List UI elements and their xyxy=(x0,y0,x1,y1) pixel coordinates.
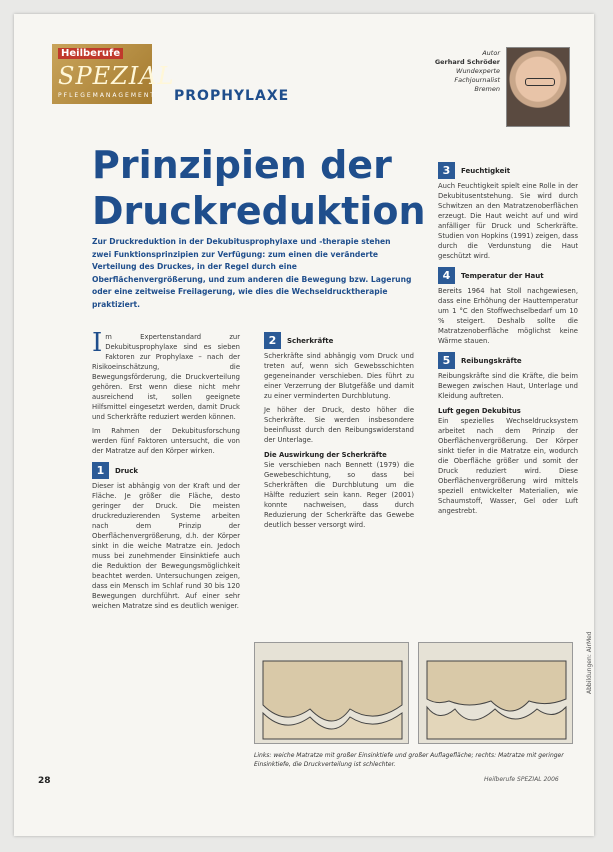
section-text-3: Auch Feuchtigkeit spielt eine Rolle in der Dekubitusentstehung. Sie wird durch Schwitzen an den Matratzenoberflächen erzeugt. Die Haut weicht auf und wird anfälliger für Druck und Scherkräfte. Studien von Hopkins (1991) zeigen, dass durch die Verdunstung die Haut geschützt wird. xyxy=(438,182,578,260)
section-heading-2 xyxy=(264,332,414,349)
section-text-1: Dieser ist abhängig von der Kraft und der Fläche. Je größer die Fläche, desto geringer der Druck. Die meisten druckreduzierenden Systeme arbeiten nach dem Prinzip der Oberflächenvergrößerung, d.h. der Körper sinkt in die weiche Matratze ein. Jedoch muss bei zunehmender Einsinktiefe auch die Reduktion der Bewegungsmöglichkeit beachtet werden. Untersuchungen zeigen, dass ein Mensch im Schlaf rund 30 bis 120 Bewegungen durchführt. Auf einer sehr weichen Matratze sind es deutlich weniger. xyxy=(92,482,240,610)
section-text-2: Scherkräfte sind abhängig vom Druck und treten auf, wenn sich Gewebsschichten gegeneinander verschieben. Dies führt zu einer Verzerrung der Blutgefäße und damit zu einer verminderten Durchblutung. xyxy=(264,352,414,400)
section-title-5: Reibungskräfte xyxy=(461,356,522,365)
section-number-1: 1 xyxy=(92,462,109,479)
journal-footer: Heilberufe SPEZIAL 2006 xyxy=(484,776,559,783)
lead-paragraph xyxy=(92,328,240,422)
section-number-3: 3 xyxy=(438,162,455,179)
column-3 xyxy=(438,162,578,520)
article-intro: Zur Druckreduktion in der Dekubitusprophylaxe und -therapie stehen zwei Funktionsprinzipien zur Verfügung: zum einen die veränderte Verteilung des Druckes, in der Regel durch eine Oberflächenvergrößerung, und zum anderen die Bewegung bzw. Lagerung oder eine zeitweise Freilagerung, wie dies die Wechseldrucktherapie praktiziert. xyxy=(92,237,412,309)
author-photo xyxy=(506,47,570,127)
section-heading-5 xyxy=(438,352,578,369)
logo-top-text: Heilberufe xyxy=(58,48,123,59)
author-box xyxy=(422,47,570,129)
lead-text: m Expertenstandard zur Dekubitusprophylaxe sind es sieben Faktoren zur Prophylaxe – nach der Risikoeinschätzung, die Bewegungsförderung, die Druckverteilung gehören. Erst wenn diese nicht mehr ausreichend ist, sollen geeignete Hilfsmittel eingesetzt werden, damit Druck und Scherkräfte reduziert werden können. xyxy=(92,333,240,421)
page-number: 28 xyxy=(38,776,51,786)
article-title: Prinzipien der Druckreduktion xyxy=(92,143,426,233)
soft-mattress-illustration xyxy=(255,643,410,745)
author-line-1: Wundexperte xyxy=(456,67,500,75)
section-title-3: Feuchtigkeit xyxy=(461,166,511,175)
column-1 xyxy=(92,328,240,615)
dropcap: I xyxy=(92,328,103,358)
journal-logo xyxy=(52,44,175,104)
section-text-5: Reibungskräfte sind die Kräfte, die beim Bewegen zwischen Haut, Unterlage und Kleidung auftreten. xyxy=(438,372,578,400)
author-info xyxy=(422,49,500,94)
section-label: PROPHYLAXE xyxy=(174,88,290,104)
section-text-4: Bereits 1964 hat Stoll nachgewiesen, dass eine Erhöhung der Hauttemperatur um 1 °C den Stoffwechselbedarf um 10 % steigert. Deshalb sollte die Matratzenoberfläche möglichst keine Wärme stauen. xyxy=(438,287,578,345)
section-text-2b: Je höher der Druck, desto höher die Scherkräfte. Sie werden insbesondere beeinflusst durch den Reibungswiderstand der Unterlage. xyxy=(264,406,414,444)
section-text-6: Ein spezielles Wechseldrucksystem arbeitet nach dem Prinzip der Oberflächenvergrößerung. Der Körper sinkt tiefer in die Matratze ein, wodurch die Oberfläche größer und somit der Druck reduziert wird. Diese Oberflächenvergrößerung wird mittels speziell entwickelter Materialien, wie Schaumstoff, Wasser, Gel oder Luft angestrebt. xyxy=(438,417,578,515)
column-2 xyxy=(264,332,414,534)
lead-paragraph-2: Im Rahmen der Dekubitusforschung werden fünf Faktoren untersucht, die von der Matratze auf den Körper wirken. xyxy=(92,427,240,455)
section-title-1: Druck xyxy=(115,466,139,475)
author-line-3: Bremen xyxy=(474,85,500,93)
logo-sub-text: PFLEGEMANAGEMENT xyxy=(58,92,156,99)
section-number-5: 5 xyxy=(438,352,455,369)
page xyxy=(14,14,594,836)
section-title-4: Temperatur der Haut xyxy=(461,271,544,280)
section-title-2: Scherkräfte xyxy=(287,336,334,345)
section-heading-1 xyxy=(92,462,240,479)
section-heading-3 xyxy=(438,162,578,179)
mattress-figure xyxy=(254,642,576,750)
image-credit: Abbildungen: AirMed xyxy=(586,631,593,694)
figure-panel-firm xyxy=(418,642,573,744)
section-heading-4 xyxy=(438,267,578,284)
section-number-4: 4 xyxy=(438,267,455,284)
section-number-2: 2 xyxy=(264,332,281,349)
author-label: Autor xyxy=(482,49,500,57)
figure-caption: Links: weiche Matratze mit großer Einsinktiefe und großer Auflagefläche; rechts: Matratze mit geringer Einsinktiefe, die Druckverteilung ist schlechter. xyxy=(254,752,564,768)
author-line-2: Fachjournalist xyxy=(454,76,500,84)
figure-panel-soft xyxy=(254,642,409,744)
logo-main-text: SPEZIAL xyxy=(58,62,175,90)
subheading-luft: Luft gegen Dekubitus xyxy=(438,407,521,415)
firm-mattress-illustration xyxy=(419,643,574,745)
subheading-text: Sie verschieben nach Bennett (1979) die Gewebeschichtung, so dass bei Scherkräften die Durchblutung um die Hälfte reduziert sein kann. Reger (2001) konnte nachweisen, dass durch Reduzierung der Scherkräfte das Gewebe deutlich besser versorgt wird. xyxy=(264,461,414,529)
author-name: Gerhard Schröder xyxy=(434,58,500,66)
subheading-scherkraefte: Die Auswirkung der Scherkräfte xyxy=(264,451,387,459)
